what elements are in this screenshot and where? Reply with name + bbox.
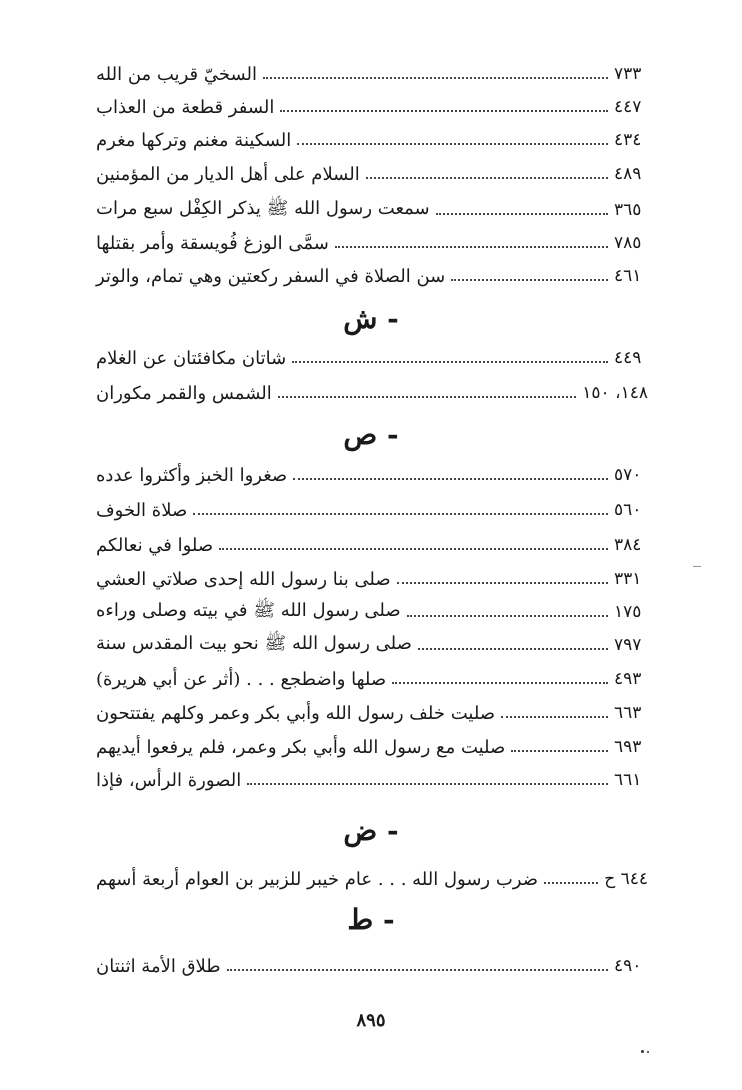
entry-title: السفر قطعة من العذاب (96, 96, 275, 118)
index-entry (88, 195, 648, 225)
scan-speck (641, 1050, 644, 1053)
entry-title: صليت مع رسول الله وأبي بكر وعمر، فلم يرفعوا أيديهم (96, 736, 506, 758)
dot-leader (193, 513, 608, 515)
index-entry (88, 951, 648, 981)
dot-leader (392, 682, 608, 684)
scan-speck (647, 1051, 649, 1053)
entry-title: سمعت رسول الله ﷺ يذكر الكِفْل سبع مرات (96, 198, 430, 219)
index-entry (88, 92, 648, 122)
index-entry (88, 378, 648, 408)
entry-page-number: ٤٨٩ (614, 164, 642, 184)
entry-page-number: ١٧٥ (614, 602, 642, 622)
entry-title: شاتان مكافئتان عن الغلام (96, 347, 287, 369)
dot-leader (436, 213, 608, 215)
entry-page-number: ٦٤٤ ح (604, 869, 648, 889)
entry-title: صلها واضطجع . . . (أثر عن أبي هريرة) (96, 668, 387, 690)
index-entry (88, 664, 648, 694)
entry-page-number: ٦٦٣ (614, 703, 642, 723)
entry-title: الصورة الرأس، فإذا (96, 769, 242, 791)
index-entry (88, 261, 648, 291)
dot-leader (511, 750, 608, 752)
entry-title: صلى رسول الله ﷺ في بيته وصلى وراءه (96, 600, 401, 621)
dot-leader (280, 110, 608, 112)
index-entry (88, 864, 648, 894)
entry-title: صغروا الخبز وأكثروا عدده (96, 464, 288, 486)
index-entry (88, 159, 648, 189)
entry-title: طلاق الأمة اثنتان (96, 955, 221, 977)
margin-mark (693, 566, 701, 567)
entry-page-number: ٥٧٠ (614, 465, 642, 485)
index-entry (88, 698, 648, 728)
entry-title: ضرب رسول الله . . . عام خيبر للزبير بن العوام أربعة أسهم (96, 868, 538, 890)
index-entry (88, 630, 648, 660)
dot-leader (397, 582, 608, 584)
index-entry (88, 597, 648, 627)
letter-heading-ta: - ط (347, 903, 395, 936)
entry-title: الشمس والقمر مكوران (96, 382, 272, 404)
entry-title: سن الصلاة في السفر ركعتين وهي تمام، والوتر (96, 265, 446, 287)
entry-page-number: ٤٩٣ (614, 669, 642, 689)
dot-leader (247, 783, 608, 785)
entry-page-number: ٦٩٣ (614, 737, 642, 757)
entry-title: صلى بنا رسول الله إحدى صلاتي العشي (96, 568, 391, 590)
dot-leader (418, 648, 608, 650)
index-entry (88, 530, 648, 560)
entry-page-number: ٧٩٧ (614, 635, 642, 655)
dot-leader (501, 716, 608, 718)
dot-leader (278, 396, 577, 398)
entry-page-number: ٤٩٠ (614, 956, 642, 976)
dot-leader (335, 246, 608, 248)
index-entry (88, 564, 648, 594)
dot-leader (451, 279, 608, 281)
entry-page-number: ١٤٨، ١٥٠ (582, 383, 648, 403)
entry-page-number: ٣٣١ (614, 569, 642, 589)
entry-page-number: ٤٤٧ (614, 97, 642, 117)
dot-leader (293, 478, 608, 480)
dot-leader (227, 969, 608, 971)
entry-page-number: ٤٦١ (614, 266, 642, 286)
entry-title: السلام على أهل الديار من المؤمنين (96, 163, 360, 185)
index-entry (88, 125, 648, 155)
entry-page-number: ٤٣٤ (614, 130, 642, 150)
letter-heading-shin: - ش (343, 302, 399, 335)
dot-leader (407, 615, 608, 617)
index-entry (88, 495, 648, 525)
entry-page-number: ٣٦٥ (614, 200, 642, 220)
entry-title: سمَّى الوزغ فُويسقة وأمر بقتلها (96, 232, 329, 254)
dot-leader (366, 177, 608, 179)
entry-page-number: ٣٨٤ (614, 535, 642, 555)
letter-heading-dad: - ض (343, 814, 399, 847)
entry-title: صلاة الخوف (96, 499, 188, 521)
entry-title: السخيّ قريب من الله (96, 63, 257, 85)
entry-page-number: ٦٦١ (614, 770, 642, 790)
dot-leader (219, 548, 608, 550)
dot-leader (297, 143, 608, 145)
page-number-footer: ٨٩٥ (356, 1010, 386, 1031)
entry-page-number: ٤٤٩ (614, 348, 642, 368)
entry-page-number: ٥٦٠ (614, 500, 642, 520)
index-entry (88, 343, 648, 373)
index-entry (88, 732, 648, 762)
index-entry (88, 765, 648, 795)
entry-title: صليت خلف رسول الله وأبي بكر وعمر وكلهم يفتتحون (96, 702, 496, 724)
entry-page-number: ٧٣٣ (614, 64, 642, 84)
dot-leader (263, 77, 608, 79)
entry-title: صلى رسول الله ﷺ نحو بيت المقدس سنة (96, 633, 412, 654)
letter-heading-sad: - ص (343, 418, 399, 451)
index-entry (88, 460, 648, 490)
entry-title: صلوا في نعالكم (96, 534, 214, 556)
entry-title: السكينة مغنم وتركها مغرم (96, 129, 292, 151)
index-entry (88, 228, 648, 258)
dot-leader (292, 361, 608, 363)
entry-page-number: ٧٨٥ (614, 233, 642, 253)
index-entry (88, 59, 648, 89)
dot-leader (544, 882, 598, 884)
